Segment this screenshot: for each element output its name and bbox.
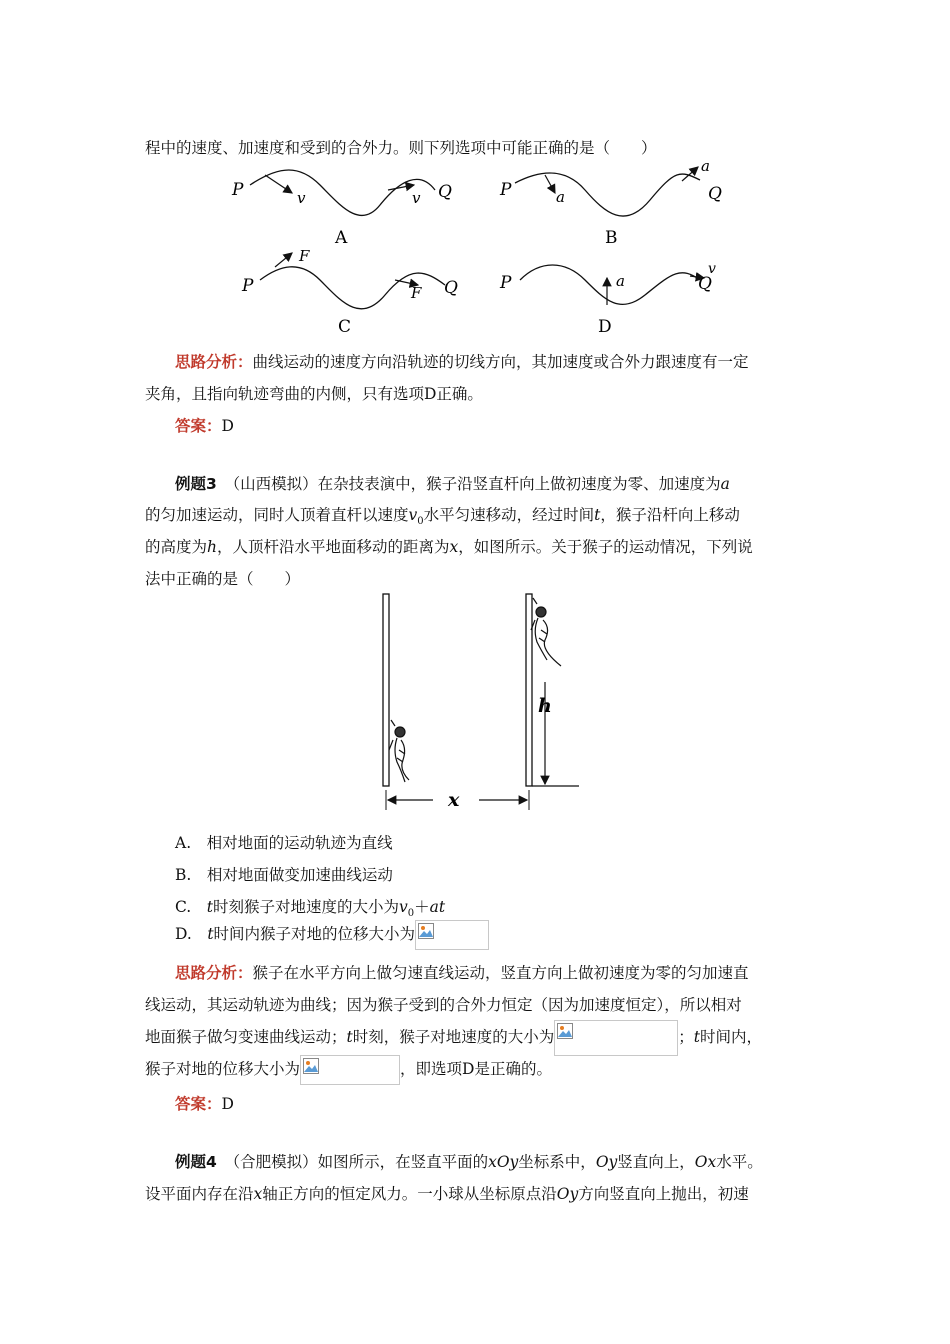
broken-image-icon <box>418 923 434 939</box>
label-x: x <box>448 789 460 810</box>
example-3-line2: 的匀加速运动，同时人顶着直杆以速度$v_0$水平匀速移动，经过时间t，猴子沿杆向上移动 <box>145 506 740 528</box>
broken-image-displacement <box>300 1055 400 1085</box>
broken-image-icon <box>557 1023 573 1039</box>
broken-image-velocity <box>554 1020 678 1056</box>
curve-options-figure <box>220 155 740 340</box>
curve-a <box>231 170 452 248</box>
option-a: A. 相对地面的运动轨迹为直线 <box>175 834 393 852</box>
example-3-line1: 例题3 （山西模拟）在杂技表演中，猴子沿竖直杆向上做初速度为零、加速度为a <box>175 475 730 493</box>
monkey-pole-figure <box>375 590 585 810</box>
example-3-line3: 的高度为h，人顶杆沿水平地面移动的距离为x，如图所示。关于猴子的运动情况，下列说 <box>145 538 753 556</box>
answer-heading: 答案： <box>175 1095 222 1113</box>
label-a1-b: a <box>556 188 565 206</box>
label-option-b: B <box>605 228 618 248</box>
label-v1-a: v <box>297 189 306 207</box>
answer-2: 答案：D <box>175 417 234 435</box>
label-p-a: P <box>232 180 244 200</box>
label-p-d: P <box>500 273 512 293</box>
label-f1-c: F <box>299 247 310 265</box>
broken-image-formula <box>415 920 489 950</box>
analysis-3-line1: 思路分析：猴子在水平方向上做匀速直线运动，竖直方向上做初速度为零的匀加速直 <box>175 964 749 982</box>
answer-3: 答案：D <box>175 1095 234 1113</box>
label-option-c: C <box>338 317 352 337</box>
label-option-d: D <box>598 317 612 337</box>
curve-b <box>499 157 722 248</box>
label-v-d: v <box>708 261 716 277</box>
example-4-title: 例题4 <box>175 1153 217 1171</box>
curve-c <box>241 247 458 337</box>
analysis-3-line2: 线运动，其运动轨迹为曲线；因为猴子受到的合外力恒定（因为加速度恒定），所以相对 <box>145 996 742 1014</box>
label-q-c: Q <box>444 278 458 298</box>
label-a-d: a <box>616 272 625 290</box>
answer-heading: 答案： <box>175 417 222 435</box>
label-option-a: A <box>335 228 348 248</box>
curve-d <box>499 261 716 337</box>
example-3-title: 例题3 <box>175 475 217 493</box>
analysis-heading: 思路分析： <box>175 353 253 371</box>
option-d: D. t时间内猴子对地的位移大小为 <box>175 920 489 950</box>
example-4-line1: 例题4 （合肥模拟）如图所示，在竖直平面的xOy坐标系中，Oy竖直向上，Ox水平。 <box>175 1153 763 1171</box>
label-q-a: Q <box>438 182 452 202</box>
example-4-line2: 设平面内存在沿x轴正方向的恒定风力。一小球从坐标原点沿Oy方向竖直向上抛出，初速 <box>145 1185 749 1203</box>
analysis-3-line3: 地面猴子做匀变速曲线运动；t时刻，猴子对地速度的大小为 ；t时间内， <box>145 1020 762 1056</box>
label-a2-b: a <box>701 157 710 175</box>
analysis-heading: 思路分析： <box>175 964 253 982</box>
label-f2-c: F <box>411 284 422 302</box>
label-q-d: Q <box>698 274 712 294</box>
analysis-2-line1: 思路分析：曲线运动的速度方向沿轨迹的切线方向，其加速度或合外力跟速度有一定 <box>175 353 749 371</box>
option-b: B. 相对地面做变加速曲线运动 <box>175 866 393 884</box>
label-h: h <box>538 695 552 717</box>
broken-image-icon <box>303 1058 319 1074</box>
label-p-c: P <box>242 276 254 296</box>
option-c: C. t时刻猴子对地速度的大小为$v_0+at$ <box>175 898 446 920</box>
question-text-tail: 程中的速度、加速度和受到的合外力。则下列选项中可能正确的是（ ） <box>145 139 657 157</box>
analysis-2-line2: 夹角，且指向轨迹弯曲的内侧，只有选项D正确。 <box>145 385 483 403</box>
label-q-b: Q <box>708 184 722 204</box>
monkey-left-icon <box>389 720 409 782</box>
analysis-3-line4: 猴子对地的位移大小为 ，即选项D是正确的。 <box>145 1055 552 1085</box>
label-v2-a: v <box>412 189 421 207</box>
example-3-line4: 法中正确的是（ ） <box>145 570 301 588</box>
monkey-right-icon <box>531 598 561 666</box>
label-p-b: P <box>500 180 512 200</box>
